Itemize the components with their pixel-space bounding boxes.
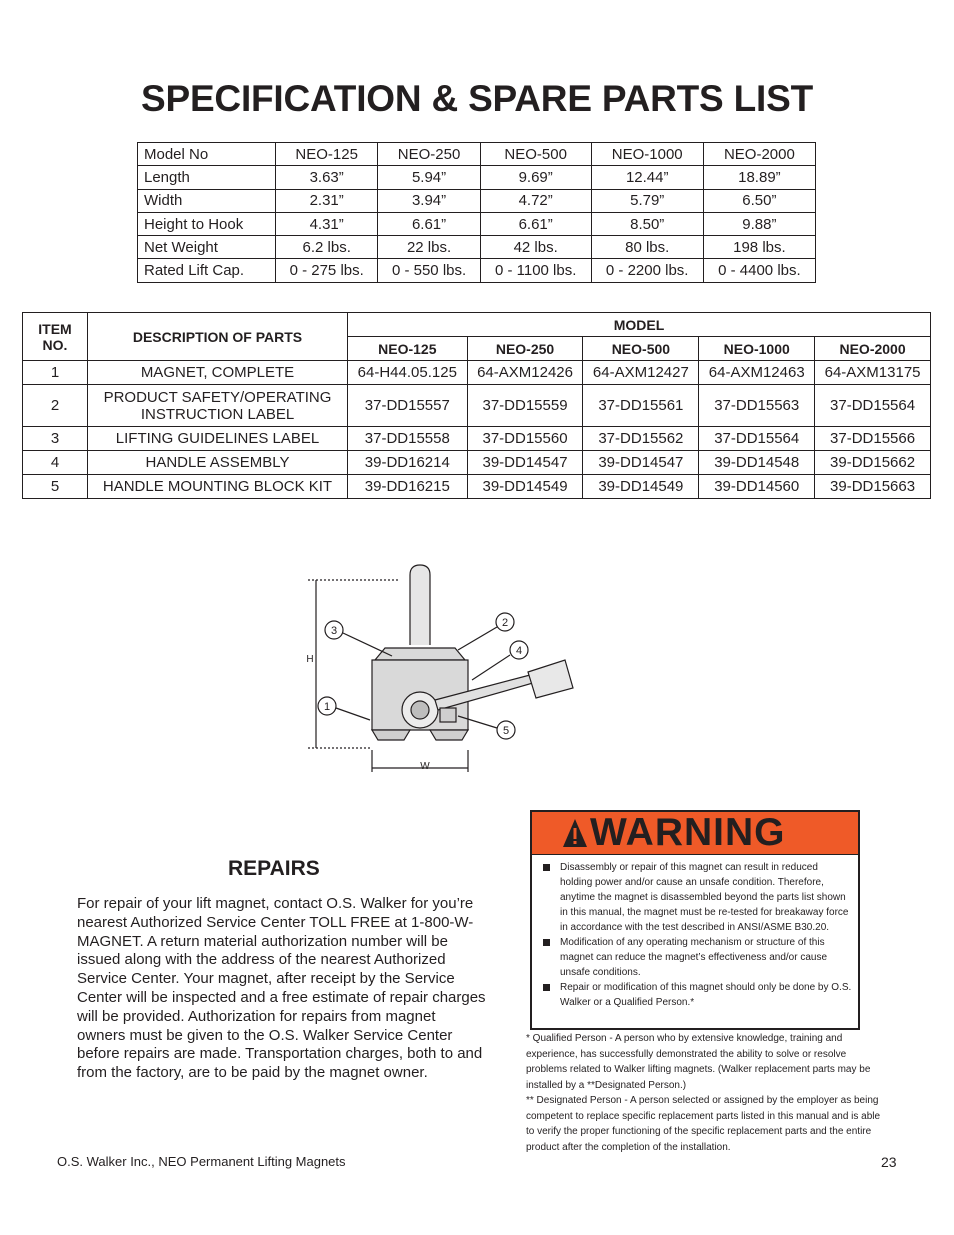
spec-value-cell: 3.94” bbox=[378, 189, 480, 212]
spec-value-cell: 0 - 550 lbs. bbox=[378, 259, 480, 282]
part-number-cell: 39-DD14549 bbox=[583, 475, 699, 499]
square-bullet-icon bbox=[543, 864, 550, 871]
page-title: SPECIFICATION & SPARE PARTS LIST bbox=[141, 78, 813, 119]
part-number-cell: 39-DD14547 bbox=[467, 451, 583, 475]
spec-value-cell: 0 - 2200 lbs. bbox=[591, 259, 703, 282]
model-column-header: NEO-250 bbox=[467, 337, 583, 361]
item-number-cell: 4 bbox=[23, 451, 88, 475]
warning-item-text: Modification of any operating mechanism or structure of this magnet can reduce the magnet’s effectiveness and/or cause unsafe conditions. bbox=[560, 937, 828, 978]
spec-value-cell: 5.79” bbox=[591, 189, 703, 212]
spec-value-cell: 80 lbs. bbox=[591, 236, 703, 259]
part-description-cell: LIFTING GUIDELINES LABEL bbox=[88, 427, 348, 451]
spec-value-cell: 6.61” bbox=[480, 212, 591, 235]
part-description-cell: PRODUCT SAFETY/OPERATING INSTRUCTION LABEL bbox=[88, 385, 348, 427]
description-header: DESCRIPTION OF PARTS bbox=[88, 313, 348, 361]
part-description-cell: MAGNET, COMPLETE bbox=[88, 361, 348, 385]
part-number-cell: 64-AXM12426 bbox=[467, 361, 583, 385]
part-number-cell: 64-AXM12427 bbox=[583, 361, 699, 385]
spec-value-cell: 0 - 275 lbs. bbox=[276, 259, 378, 282]
spec-value-cell: NEO-125 bbox=[276, 143, 378, 166]
model-column-header: NEO-1000 bbox=[699, 337, 815, 361]
spec-value-cell: 2.31” bbox=[276, 189, 378, 212]
item-number-cell: 2 bbox=[23, 385, 88, 427]
warning-list bbox=[540, 860, 852, 1010]
part-number-cell: 37-DD15564 bbox=[699, 427, 815, 451]
item-number-cell: 3 bbox=[23, 427, 88, 451]
part-number-cell: 39-DD15662 bbox=[815, 451, 931, 475]
spec-value-cell: 18.89” bbox=[703, 166, 815, 189]
spare-parts-table bbox=[22, 312, 931, 499]
parts-row bbox=[23, 427, 931, 451]
specification-table bbox=[137, 142, 816, 283]
spec-label-cell: Net Weight bbox=[138, 236, 276, 259]
repairs-heading: REPAIRS bbox=[228, 857, 320, 880]
spec-value-cell: 6.2 lbs. bbox=[276, 236, 378, 259]
spec-label-cell: Model No bbox=[138, 143, 276, 166]
part-number-cell: 37-DD15563 bbox=[699, 385, 815, 427]
spec-value-cell: NEO-1000 bbox=[591, 143, 703, 166]
part-number-cell: 39-DD14548 bbox=[699, 451, 815, 475]
spec-label-cell: Height to Hook bbox=[138, 212, 276, 235]
item-no-header: ITEM NO. bbox=[23, 313, 88, 361]
item-number-cell: 1 bbox=[23, 361, 88, 385]
spec-row bbox=[138, 236, 816, 259]
parts-row bbox=[23, 361, 931, 385]
part-number-cell: 39-DD16215 bbox=[348, 475, 468, 499]
spec-value-cell: 198 lbs. bbox=[703, 236, 815, 259]
part-number-cell: 39-DD14560 bbox=[699, 475, 815, 499]
spec-row bbox=[138, 166, 816, 189]
part-number-cell: 37-DD15562 bbox=[583, 427, 699, 451]
part-number-cell: 39-DD16214 bbox=[348, 451, 468, 475]
spec-value-cell: NEO-250 bbox=[378, 143, 480, 166]
magnet-diagram bbox=[300, 560, 590, 780]
spec-value-cell: 4.31” bbox=[276, 212, 378, 235]
square-bullet-icon bbox=[543, 984, 550, 991]
part-number-cell: 39-DD14547 bbox=[583, 451, 699, 475]
part-number-cell: 37-DD15557 bbox=[348, 385, 468, 427]
warning-triangle-icon bbox=[562, 818, 588, 848]
warning-item bbox=[540, 935, 852, 980]
warning-box bbox=[530, 810, 860, 1030]
callout-4-label: 4 bbox=[515, 645, 523, 657]
page-number: 23 bbox=[881, 1154, 897, 1170]
part-number-cell: 64-AXM12463 bbox=[699, 361, 815, 385]
callout-2-label: 2 bbox=[501, 617, 509, 629]
spec-row bbox=[138, 212, 816, 235]
part-number-cell: 37-DD15559 bbox=[467, 385, 583, 427]
spec-value-cell: 12.44” bbox=[591, 166, 703, 189]
model-column-header: NEO-125 bbox=[348, 337, 468, 361]
part-number-cell: 39-DD15663 bbox=[815, 475, 931, 499]
spec-row bbox=[138, 189, 816, 212]
spec-value-cell: NEO-500 bbox=[480, 143, 591, 166]
part-number-cell: 37-DD15566 bbox=[815, 427, 931, 451]
part-number-cell: 39-DD14549 bbox=[467, 475, 583, 499]
model-header: MODEL bbox=[348, 313, 931, 337]
part-number-cell: 64-AXM13175 bbox=[815, 361, 931, 385]
spec-value-cell: 4.72” bbox=[480, 189, 591, 212]
warning-item-text: Disassembly or repair of this magnet can result in reduced holding power and/or cause an unsafe condition. Therefore, anytime the magnet is disassembled beyond the parts list shown in this manual, the magnet must be re-tested for breakaway force in accordance with the test described in ANSI/ASME B30.20. bbox=[560, 862, 849, 933]
warning-item bbox=[540, 980, 852, 1010]
spec-label-cell: Rated Lift Cap. bbox=[138, 259, 276, 282]
part-number-cell: 64-H44.05.125 bbox=[348, 361, 468, 385]
callout-1-label: 1 bbox=[323, 701, 331, 713]
footnotes bbox=[526, 1031, 886, 1155]
parts-row bbox=[23, 385, 931, 427]
repairs-body: For repair of your lift magnet, contact O.S. Walker for you’re nearest Authorized Service Center TOLL FREE at 1-800-W-MAGNET. A return material authorization number will be issued along with the address of the nearest Authorized Service Center. Your magnet, after receipt by the Service Center will be inspected and a free estimate of repair charges will be provided. Authorization for repairs from magnet owners must be given to the O.S. Walker Service Center before repairs are made. Transportation charges, both to and from the factory, are to be paid by the magnet owner. bbox=[77, 895, 486, 1082]
item-number-cell: 5 bbox=[23, 475, 88, 499]
spec-value-cell: 3.63” bbox=[276, 166, 378, 189]
square-bullet-icon bbox=[543, 939, 550, 946]
warning-item bbox=[540, 860, 852, 935]
spec-value-cell: 0 - 1100 lbs. bbox=[480, 259, 591, 282]
qualified-person-footnote: * Qualified Person - A person who by extensive knowledge, training and experience, has successfully demonstrated the ability to solve or resolve problems related to Walker lifting magnets. (Walker replacement parts may be installed by a **Designated Person.) bbox=[526, 1033, 871, 1091]
parts-row bbox=[23, 451, 931, 475]
callout-3-label: 3 bbox=[330, 625, 338, 637]
spec-label-cell: Length bbox=[138, 166, 276, 189]
spec-value-cell: 9.88” bbox=[703, 212, 815, 235]
warning-item-text: Repair or modification of this magnet should only be done by O.S. Walker or a Qualified Person.* bbox=[560, 982, 852, 1008]
spec-value-cell: 42 lbs. bbox=[480, 236, 591, 259]
part-number-cell: 37-DD15561 bbox=[583, 385, 699, 427]
parts-row bbox=[23, 475, 931, 499]
height-dimension-label: H bbox=[306, 654, 314, 665]
spec-value-cell: 6.50” bbox=[703, 189, 815, 212]
spec-row bbox=[138, 259, 816, 282]
spec-value-cell: 0 - 4400 lbs. bbox=[703, 259, 815, 282]
spec-value-cell: 6.61” bbox=[378, 212, 480, 235]
spec-header-row bbox=[138, 143, 816, 166]
spec-value-cell: 22 lbs. bbox=[378, 236, 480, 259]
model-column-header: NEO-2000 bbox=[815, 337, 931, 361]
part-number-cell: 37-DD15560 bbox=[467, 427, 583, 451]
designated-person-footnote: ** Designated Person - A person selected or assigned by the employer as being competent to replace specific replacement parts listed in this manual and is able to verify the proper functioning of the specific replacement parts and the entire product after the completion of the installation. bbox=[526, 1095, 881, 1153]
spec-label-cell: Width bbox=[138, 189, 276, 212]
warning-header bbox=[532, 812, 858, 855]
part-number-cell: 37-DD15564 bbox=[815, 385, 931, 427]
width-dimension-label: W bbox=[420, 761, 430, 772]
part-description-cell: HANDLE ASSEMBLY bbox=[88, 451, 348, 475]
spec-value-cell: NEO-2000 bbox=[703, 143, 815, 166]
spec-value-cell: 8.50” bbox=[591, 212, 703, 235]
part-number-cell: 37-DD15558 bbox=[348, 427, 468, 451]
model-column-header: NEO-500 bbox=[583, 337, 699, 361]
callout-5-label: 5 bbox=[502, 725, 510, 737]
spec-value-cell: 9.69” bbox=[480, 166, 591, 189]
footer-text: O.S. Walker Inc., NEO Permanent Lifting Magnets bbox=[57, 1154, 346, 1169]
spec-value-cell: 5.94” bbox=[378, 166, 480, 189]
part-description-cell: HANDLE MOUNTING BLOCK KIT bbox=[88, 475, 348, 499]
warning-title: WARNING bbox=[590, 811, 786, 854]
